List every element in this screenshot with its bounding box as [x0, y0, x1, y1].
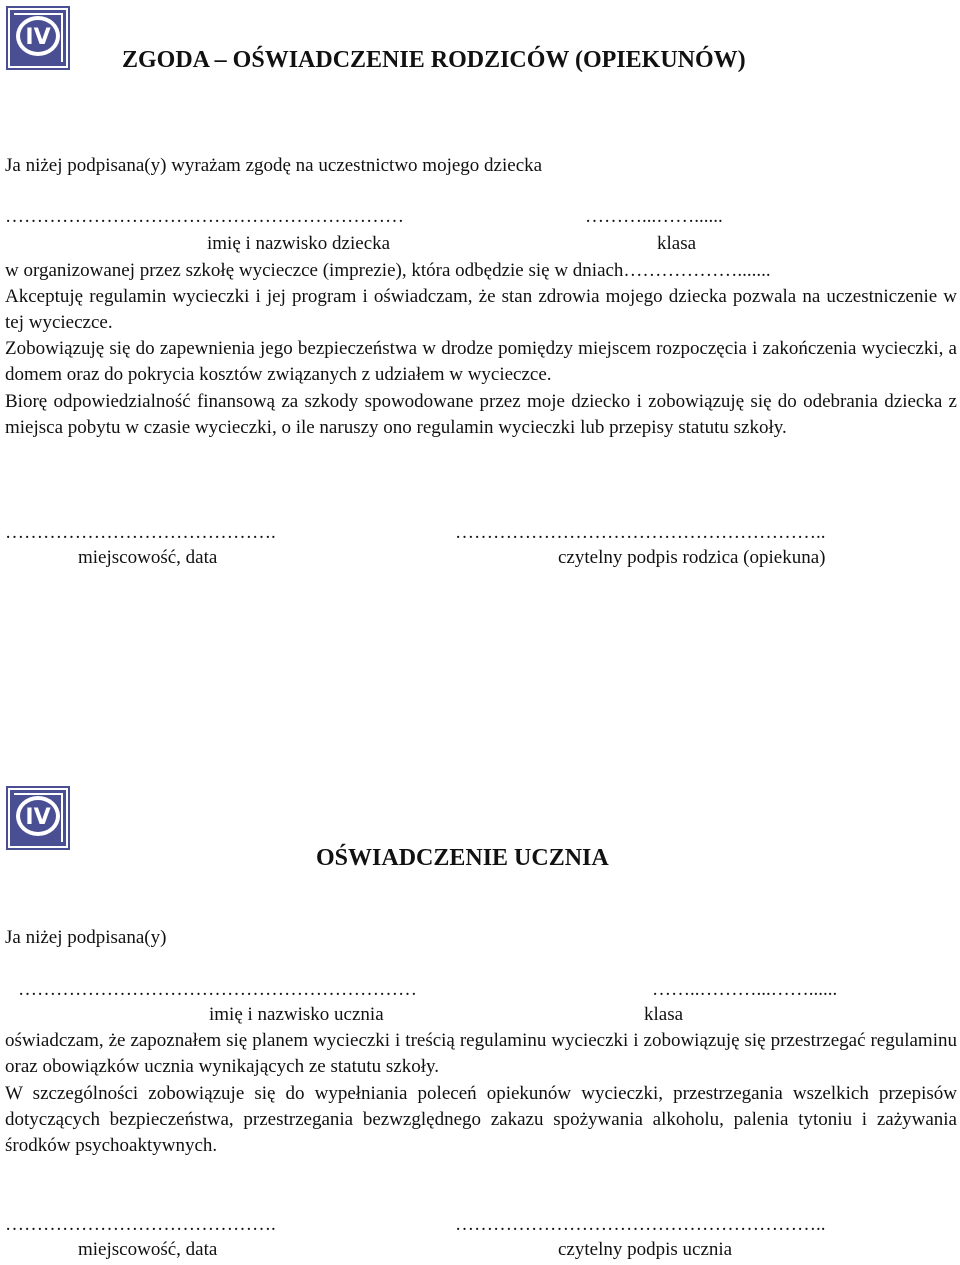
student-class-field[interactable]: ……..………...……...... [652, 979, 838, 1000]
child-class-field[interactable]: ………...……...... [585, 206, 723, 227]
svg-text:IV: IV [25, 805, 51, 830]
school-logo [6, 6, 70, 70]
parent-signature-field[interactable]: ………………………………………………….. [455, 522, 826, 543]
parent-intro: Ja niżej podpisana(y) wyrażam zgodę na uczestnictwo mojego dziecka [5, 155, 543, 176]
obligation-paragraph: Zobowiązuję się do zapewnienia jego bezpieczeństwa w drodze pomiędzy miejscem rozpoczęcia i zakończenia wycieczki, a domem oraz do pokrycia kosztów związanych z udziałem w wycieczce. [5, 338, 957, 385]
parent-signature-label: czytelny podpis rodzica (opiekuna) [558, 547, 826, 568]
student-signature-label: czytelny podpis ucznia [558, 1239, 733, 1260]
responsibility-paragraph: Biorę odpowiedzialność finansową za szkody spowodowane przez moje dziecko i zobowiązuję się do odebrania dziecka z miejsca pobytu w czasie wycieczki, o ile naruszy ono regulamin wycieczki lub przepisy statutu szkoły. [5, 391, 957, 438]
student-name-label: imię i nazwisko ucznia [209, 1004, 384, 1025]
student-class-label: klasa [644, 1004, 684, 1025]
accept-paragraph: Akceptuję regulamin wycieczki i jej program i oświadczam, że stan zdrowia mojego dziecka pozwala na uczestniczenie w tej wycieczce. [5, 286, 957, 333]
student-signature-field[interactable]: ………………………………………………….. [455, 1214, 826, 1235]
parent-place-date-label: miejscowość, data [78, 547, 218, 568]
school-logo [6, 786, 70, 850]
particular-paragraph: W szczególności zobowiązuje się do wypełniania poleceń opiekunów wycieczki, przestrzegania wszelkich przepisów dotyczących bezpieczeństwa, przestrzegania bezwzględnego zakazu spożywania alkoholu, palenia tytoniu i zażywania środków psychoaktywnych. [5, 1083, 957, 1156]
student-place-date-label: miejscowość, data [78, 1239, 218, 1260]
child-class-label: klasa [657, 233, 697, 254]
student-place-date-field[interactable]: ……………………………………. [5, 1214, 276, 1235]
student-title: OŚWIADCZENIE UCZNIA [316, 845, 609, 871]
child-name-label: imię i nazwisko dziecka [207, 233, 391, 254]
student-name-field[interactable]: ……………………………………………………… [18, 979, 417, 1000]
student-intro: Ja niżej podpisana(y) [5, 927, 167, 948]
child-name-field[interactable]: ……………………………………………………… [5, 206, 404, 227]
declaration-paragraph: oświadczam, że zapoznałem się planem wycieczki i treścią regulaminu wycieczki i zobowiązuję się przestrzegać regulaminu oraz obowiązków ucznia wynikających ze statutu szkoły. [5, 1030, 957, 1077]
parent-place-date-field[interactable]: ……………………………………. [5, 522, 276, 543]
svg-text:IV: IV [25, 25, 51, 50]
trip-date-line: w organizowanej przez szkołę wycieczce (imprezie), która odbędzie się w dniach………………....... [5, 260, 771, 281]
parent-title: ZGODA – OŚWIADCZENIE RODZICÓW (OPIEKUNÓW) [122, 47, 746, 73]
